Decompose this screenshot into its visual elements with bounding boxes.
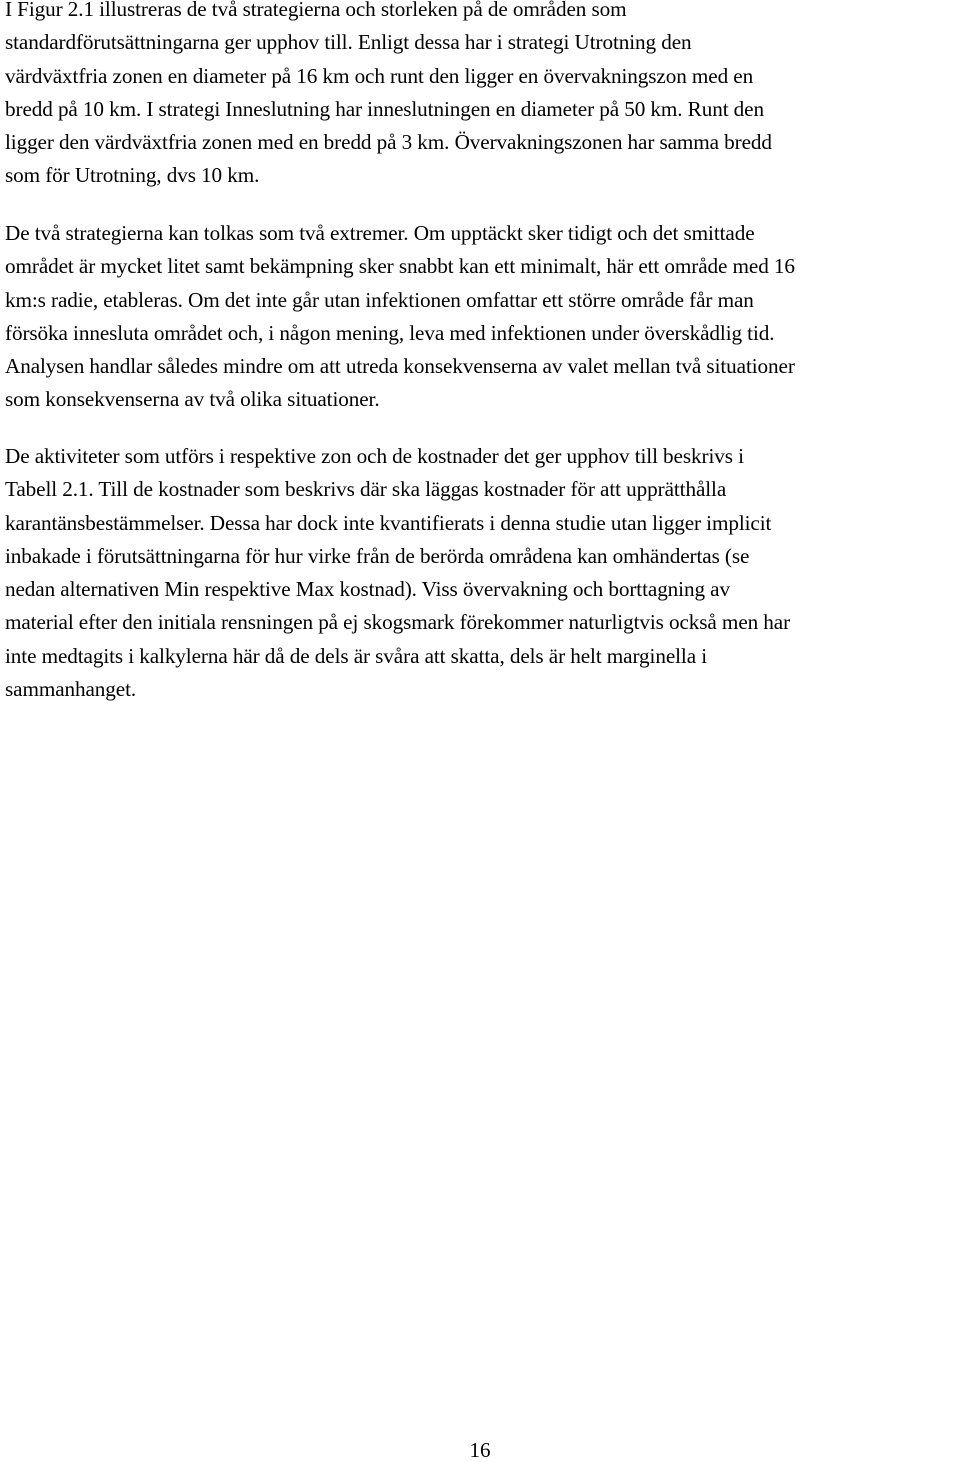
paragraph-extremes [5,217,795,417]
text-line: Analysen handlar således mindre om att utreda konsekvenserna av valet mellan två situationer [5,354,795,379]
text-line: ligger den värdväxtfria zonen med en bredd på 3 km. Övervakningszonen har samma bredd [5,130,772,155]
text-line: I Figur 2.1 illustreras de två strategierna och storleken på de områden som [5,0,627,21]
text-line: km:s radie, etableras. Om det inte går utan infektionen omfattar ett större område får man [5,287,754,312]
text-line: bredd på 10 km. I strategi Inneslutning har inneslutningen en diameter på 50 km. Runt den [5,96,764,121]
text-line: sammanhanget. [5,677,137,702]
text-line: inbakade i förutsättningarna för hur virke från de berörda områdena kan omhändertas (se [5,543,750,568]
text-line: nedan alternativen Min respektive Max kostnad). Viss övervakning och borttagning av [5,577,730,602]
text-line: Tabell 2.1. Till de kostnader som beskrivs där ska läggas kostnader för att upprätthålla [5,477,727,502]
paragraph-activities-costs [5,440,790,706]
text-line: värdväxtfria zonen en diameter på 16 km och runt den ligger en övervakningszon med en [5,63,754,88]
text-line: De två strategierna kan tolkas som två extremer. Om upptäckt sker tidigt och det smittade [5,221,755,245]
text-line: som konsekvenserna av två olika situationer. [5,387,380,412]
text-line: försöka innesluta området och, i någon mening, leva med infektionen under överskådlig tid. [5,320,775,345]
text-line: De aktiviteter som utförs i respektive zon och de kostnader det ger upphov till beskrivs i [5,444,744,468]
text-line: material efter den initiala rensningen på ej skogsmark förekommer naturligtvis också men har [5,610,791,635]
text-line: karantänsbestämmelser. Dessa har dock inte kvantifierats i denna studie utan ligger implicit [5,510,772,535]
text-line: området är mycket litet samt bekämpning sker snabbt kan ett minimalt, här ett område med 16 [5,254,795,279]
text-line: som för Utrotning, dvs 10 km. [5,163,260,188]
text-line: inte medtagits i kalkylerna här då de dels är svåra att skatta, dels är helt marginella i [5,643,707,668]
paragraph-strategies-description [5,0,772,193]
text-line: standardförutsättningarna ger upphov till. Enligt dessa har i strategi Utrotning den [5,30,692,55]
page-number: 16 [469,1438,491,1462]
